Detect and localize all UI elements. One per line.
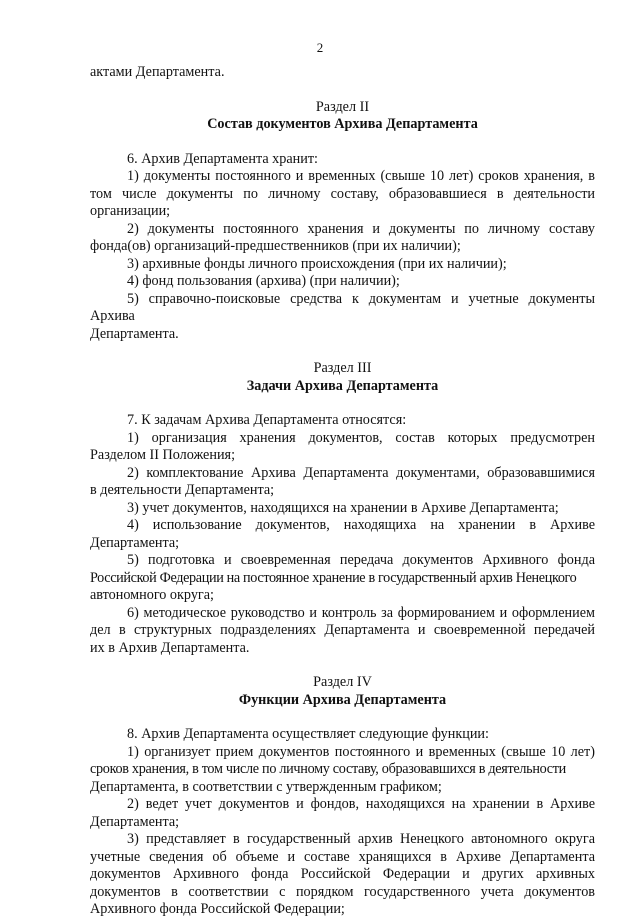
text-line: 5) подготовка и своевременная передача документов Архивного фонда — [127, 552, 595, 568]
section-number: Раздел II — [315, 98, 370, 115]
text-line: 2) ведет учет документов и фондов, находящихся на хранении в Архиве — [127, 796, 595, 812]
text-line: организации; — [90, 203, 171, 219]
text-line: 3) учет документов, находящихся на хранении в Архиве Департамента; — [127, 499, 559, 516]
paragraph — [90, 796, 595, 831]
section-4 — [90, 674, 595, 919]
text-line: Департамента; — [90, 534, 180, 551]
section-title: Состав документов Архива Департамента — [207, 116, 478, 132]
text-line: 3) представляет в государственный архив Ненецкого автономного округа — [127, 831, 595, 847]
page-number: 2 — [316, 40, 324, 55]
section-number: Раздел IV — [313, 674, 372, 690]
text-line: Департамента; — [90, 813, 180, 830]
text-line: Департамента, в соответствии с утвержденным графиком; — [90, 778, 442, 795]
document-body — [90, 64, 595, 919]
text-line: 4) фонд пользования (архива) (при наличии); — [127, 273, 400, 289]
text-line: Архивного фонда Российской Федерации; — [90, 901, 345, 917]
text-line: 7. К задачам Архива Департамента относятся: — [127, 412, 407, 428]
paragraph — [90, 465, 595, 500]
section-number: Раздел III — [313, 360, 372, 376]
paragraph — [90, 412, 595, 430]
intro-line: актами Департамента. — [90, 64, 225, 80]
paragraph — [90, 151, 595, 169]
text-line: 5) справочно-поисковые средства к документам и учетные документы Архива — [90, 290, 595, 324]
text-line: 8. Архив Департамента осуществляет следующие функции: — [127, 726, 489, 742]
paragraph — [90, 726, 595, 744]
text-line: Разделом II Положения; — [90, 447, 236, 463]
paragraph — [90, 273, 595, 291]
paragraph — [90, 552, 595, 605]
text-line: 4) использование документов, находящиха на хранении в Архиве — [127, 517, 595, 533]
paragraph — [90, 517, 595, 552]
text-line: 1) организует прием документов постоянного и временных (свыше 10 лет) — [127, 743, 595, 760]
text-line: документов Архивного фонда Российской Федерации и других архивных — [90, 866, 595, 882]
paragraph — [90, 744, 595, 797]
text-line: 1) организация хранения документов, состав которых предусмотрен — [127, 429, 595, 446]
section-2 — [90, 99, 595, 344]
section-title: Функции Архива Департамента — [238, 691, 447, 708]
text-line: документов в соответствии с порядком государственного учета документов — [90, 883, 595, 900]
text-line: Российской Федерации на постоянное хранение в государственный архив Ненецкого — [90, 569, 577, 586]
paragraph — [90, 831, 595, 919]
text-line: учетные сведения об объеме и составе хранящихся в Архиве Департамента — [90, 848, 595, 865]
text-line: фонда(ов) организаций-предшественников (при их наличии); — [90, 238, 461, 254]
text-line: 2) документы постоянного хранения и документы по личному составу — [127, 220, 595, 237]
text-line: их в Архив Департамента. — [90, 639, 250, 656]
paragraph — [90, 256, 595, 274]
text-line: в деятельности Департамента; — [90, 482, 275, 498]
section-3 — [90, 360, 595, 657]
paragraph — [90, 291, 595, 344]
text-line: сроков хранения, в том числе по личному составу, образовавшихся в деятельности — [90, 761, 566, 777]
text-line: 6. Архив Департамента хранит: — [127, 150, 318, 167]
text-line: Департамента. — [90, 325, 179, 342]
text-line: 6) методическое руководство и контроль за формированием и оформлением — [127, 604, 595, 621]
text-line: автономного округа; — [90, 587, 214, 603]
paragraph — [90, 605, 595, 658]
section-title: Задачи Архива Департамента — [246, 377, 439, 394]
paragraph — [90, 430, 595, 465]
paragraph — [90, 168, 595, 221]
text-line: дел в структурных подразделениях Департамента и своевременной передачей — [90, 622, 595, 638]
text-line: 2) комплектование Архива Департамента документами, образовавшимися — [127, 464, 595, 481]
text-line: 3) архивные фонды личного происхождения (при их наличии); — [127, 255, 507, 272]
paragraph — [90, 500, 595, 518]
text-line: том числе документы по личному составу, образовавшиеся в деятельности — [90, 185, 595, 202]
paragraph — [90, 221, 595, 256]
text-line: 1) документы постоянного и временных (свыше 10 лет) сроков хранения, в — [127, 168, 595, 184]
